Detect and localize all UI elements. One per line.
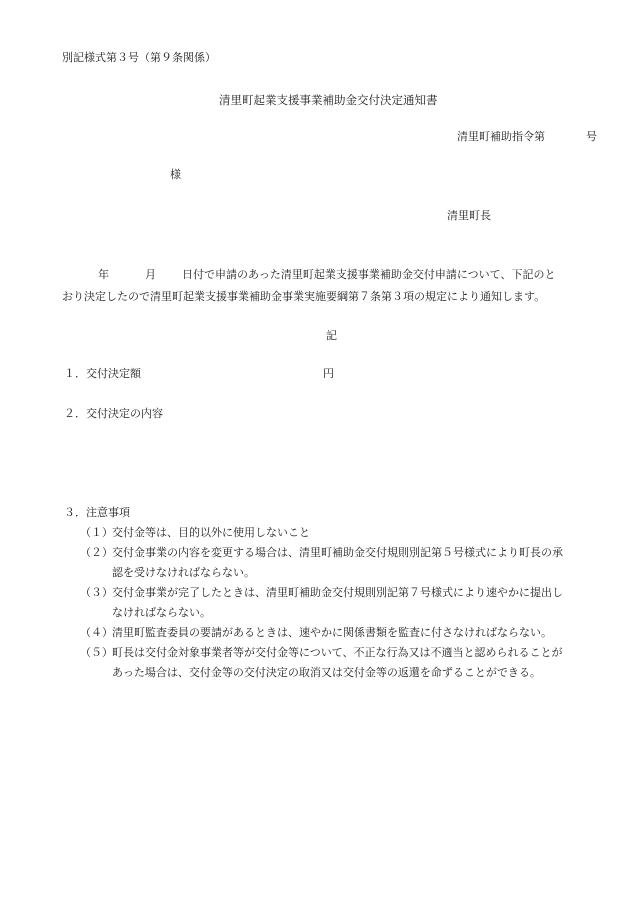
addressee-suffix: 様 — [170, 168, 181, 181]
note-text-continued: なければならない。 — [112, 606, 211, 619]
document-number-prefix: 清里町補助指令第 — [457, 130, 545, 143]
note-number: （２） — [80, 546, 113, 559]
note-number: （１） — [80, 526, 113, 539]
item-2-label: ２．交付決定の内容 — [64, 407, 163, 420]
note-text: 町長は交付金対象事業者等が交付金等について、不正な行為又は不適当と認められることが — [112, 646, 563, 659]
note-text: 交付金等は、目的以外に使用しないこと — [112, 526, 310, 539]
body-line-2: おり決定したので清里町起業支援事業補助金事業実施要綱第７条第３項の規定により通知します。 — [62, 290, 546, 303]
note-text: 清里町監査委員の要請があるときは、速やかに関係書類を監査に付さなければならない。 — [112, 626, 552, 639]
note-text: 交付金事業が完了したときは、清里町補助金交付規則別記第７号様式により速やかに提出し — [112, 586, 563, 599]
note-number: （３） — [80, 586, 113, 599]
document-title: 清里町起業支援事業補助金交付決定通知書 — [219, 93, 438, 107]
sender-name: 清里町長 — [447, 209, 491, 222]
note-text-continued: あった場合は、交付金等の交付決定の取消又は交付金等の返還を命ずることができる。 — [112, 666, 541, 679]
form-label: 別記様式第３号（第９条関係） — [62, 51, 216, 64]
note-number: （５） — [80, 646, 113, 659]
month-label: 月 — [145, 268, 156, 281]
ki-heading: 記 — [326, 329, 337, 342]
item-1-unit: 円 — [323, 367, 334, 380]
year-label: 年 — [98, 268, 109, 281]
note-number: （４） — [80, 626, 113, 639]
item-3-label: ３．注意事項 — [64, 506, 130, 519]
note-text: 交付金事業の内容を変更する場合は、清里町補助金交付規則別記第５号様式により町長の承 — [112, 546, 563, 559]
note-text-continued: 認を受けなければならない。 — [112, 566, 255, 579]
item-1-label: １．交付決定額 — [64, 367, 141, 380]
body-line-1: 日付で申請のあった清里町起業支援事業補助金交付申請について、下記のと — [182, 268, 556, 281]
document-number-suffix: 号 — [586, 130, 597, 143]
